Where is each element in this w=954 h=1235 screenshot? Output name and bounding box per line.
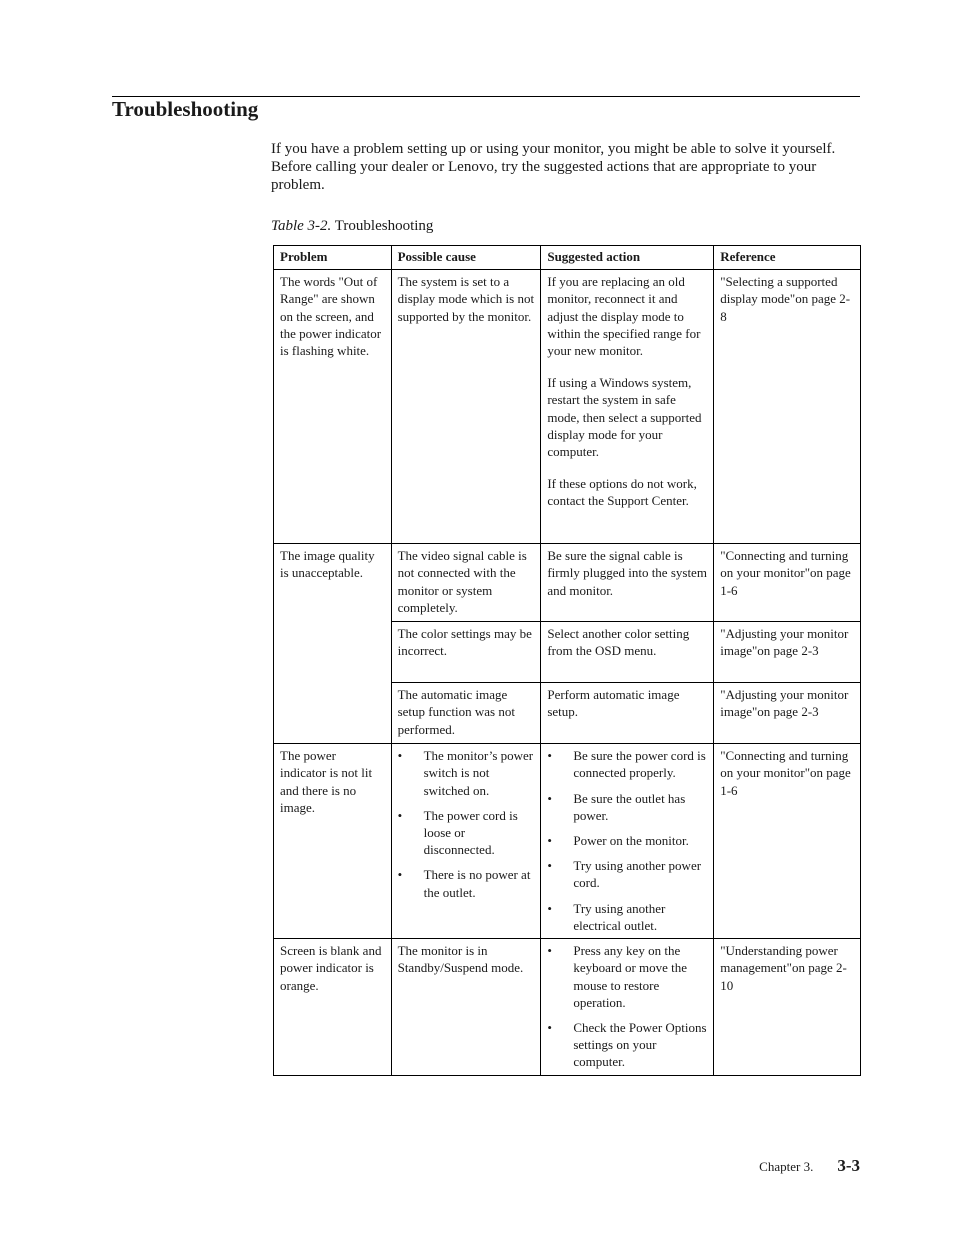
list-item: • Be sure the outlet has power. <box>547 790 707 824</box>
problem-cell: The power indicator is not lit and there is no image. <box>274 744 392 939</box>
cause-bullet-list <box>398 747 535 901</box>
cause-cell: The monitor is in Standby/Suspend mode. <box>391 939 541 1076</box>
header-possible-cause: Possible cause <box>391 246 541 270</box>
cause-cell: The system is set to a display mode which is not supported by the monitor. <box>391 270 541 544</box>
table-header-row <box>274 246 861 270</box>
action-cell <box>541 939 714 1076</box>
table-caption-title: Troubleshooting <box>334 218 434 234</box>
intro-paragraph: If you have a problem setting up or using your monitor, you might be able to solve it yourself. Before calling your dealer or Lenovo, try the suggested actions that are appropriate to your problem. <box>271 141 836 193</box>
table-row <box>274 744 861 939</box>
list-item: • Press any key on the keyboard or move the mouse to restore operation. <box>547 942 707 1011</box>
table-row <box>274 270 861 544</box>
action-bullet-list <box>547 747 707 934</box>
reference-cell: "Adjusting your monitor image"on page 2-3 <box>714 622 861 683</box>
list-item: • Be sure the power cord is connected properly. <box>547 747 707 781</box>
list-item: • Power on the monitor. <box>547 832 707 849</box>
table-caption-number: Table 3-2. <box>271 218 332 234</box>
list-item: • The monitor’s power switch is not switched on. <box>398 747 535 799</box>
page-title: Troubleshooting <box>112 97 259 121</box>
reference-cell: "Connecting and turning on your monitor"on page 1-6 <box>714 544 861 622</box>
action-paragraph: If these options do not work, contact the Support Center. <box>547 476 697 509</box>
cause-cell <box>391 744 541 939</box>
reference-cell: "Understanding power management"on page 2-10 <box>714 939 861 1076</box>
action-paragraph: If using a Windows system, restart the system in safe mode, then select a supported display mode for your computer. <box>547 375 702 460</box>
cause-cell: The automatic image setup function was not performed. <box>391 683 541 744</box>
footer-chapter: Chapter 3. <box>759 1159 814 1174</box>
reference-cell: "Connecting and turning on your monitor"on page 1-6 <box>714 744 861 939</box>
problem-cell: The image quality is unacceptable. <box>274 544 392 744</box>
header-suggested-action: Suggested action <box>541 246 714 270</box>
cause-cell: The video signal cable is not connected with the monitor or system completely. <box>391 544 541 622</box>
action-cell <box>541 270 714 544</box>
page-footer <box>759 1156 860 1176</box>
table-row <box>274 939 861 1076</box>
troubleshooting-table <box>273 245 861 1076</box>
action-cell: Perform automatic image setup. <box>541 683 714 744</box>
problem-cell: The words "Out of Range" are shown on the screen, and the power indicator is flashing white. <box>274 270 392 544</box>
action-cell <box>541 744 714 939</box>
cause-cell: The color settings may be incorrect. <box>391 622 541 683</box>
reference-cell: "Selecting a supported display mode"on page 2-8 <box>714 270 861 544</box>
list-item: • Try using another electrical outlet. <box>547 900 707 934</box>
list-item: • There is no power at the outlet. <box>398 866 535 900</box>
list-item: • Try using another power cord. <box>547 857 707 891</box>
problem-cell: Screen is blank and power indicator is orange. <box>274 939 392 1076</box>
header-problem: Problem <box>274 246 392 270</box>
action-cell: Be sure the signal cable is firmly plugged into the system and monitor. <box>541 544 714 622</box>
table-caption <box>271 217 433 235</box>
action-paragraph: If you are replacing an old monitor, reconnect it and adjust the display mode to within the specified range for your new monitor. <box>547 274 701 359</box>
footer-page-number: 3-3 <box>837 1156 860 1175</box>
reference-cell: "Adjusting your monitor image"on page 2-3 <box>714 683 861 744</box>
table-row <box>274 544 861 622</box>
list-item: • The power cord is loose or disconnected. <box>398 807 535 859</box>
action-bullet-list <box>547 942 707 1070</box>
header-reference: Reference <box>714 246 861 270</box>
action-cell: Select another color setting from the OSD menu. <box>541 622 714 683</box>
list-item: • Check the Power Options settings on your computer. <box>547 1019 707 1071</box>
